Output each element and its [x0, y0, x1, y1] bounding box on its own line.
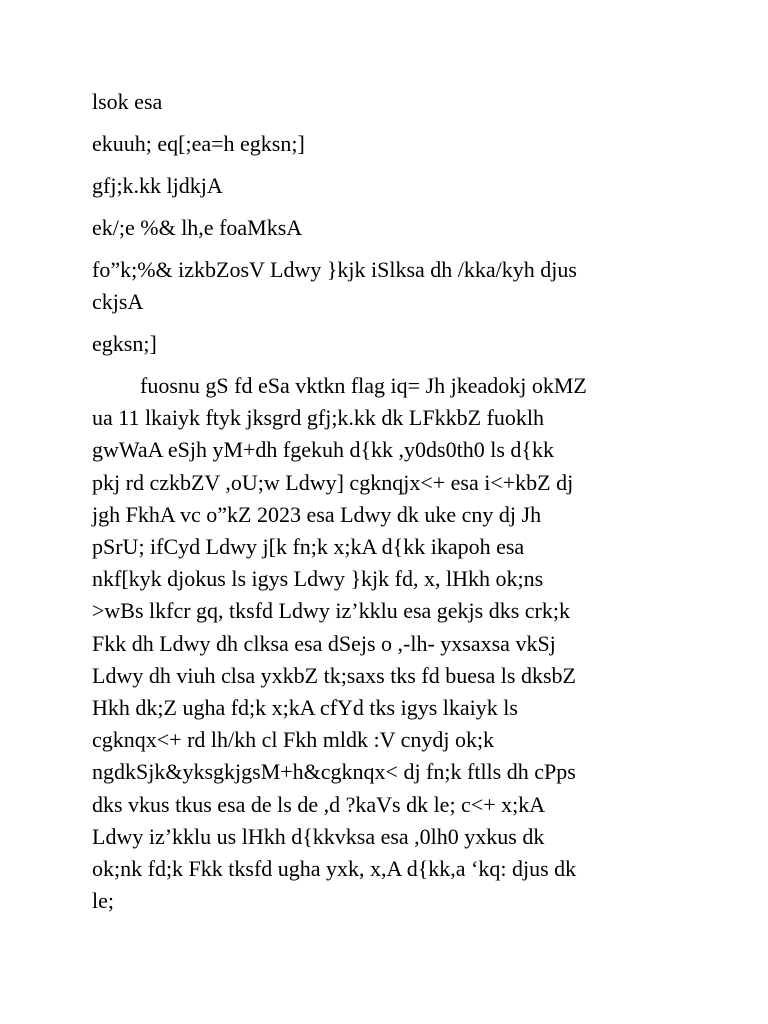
body-line: pkj rd czkbZV ,oU;w Ldwy] cgknqjx<+ esa i<+kbZ dj [92, 469, 574, 495]
subject-block [92, 254, 672, 318]
body-line: jgh FkhA vc o”kZ 2023 esa Ldwy dk uke cny dj Jh [92, 501, 542, 527]
body-line: le; [92, 888, 114, 914]
body-line: ok;nk fd;k Fkk tksfd ugha yxk, x,A d{kk,a ‘kq: djus dk [92, 856, 577, 882]
body-line: >wBs lkfcr gq, tksfd Ldwy iz’kklu esa gekjs dks crk;k [92, 598, 570, 624]
via-line: ek/;e %& lh,e foaMksA [92, 215, 303, 240]
body-line: nkf[kyk djokus ls igys Ldwy }kjk fd, x, lHkh ok;ns [92, 566, 544, 592]
addressee-line-1: lsok esa [92, 89, 163, 114]
body-line: gwWaA eSjh yM+dh fgekuh d{kk ,y0ds0th0 ls d{kk [92, 437, 554, 463]
body-line: cgknqx<+ rd lh/kh cl Fkh mldk :V cnydj ok;k [92, 727, 495, 753]
body-line: Ldwy dh viuh clsa yxkbZ tk;saxs tks fd buesa ls dksbZ [92, 662, 576, 688]
body-line: Ldwy iz’kklu us lHkh d{kkvksa esa ,0lh0 yxkus dk [92, 823, 545, 849]
body-line: Fkk dh Ldwy dh clksa esa dSejs o ,-lh- yxsaxsa vkSj [92, 630, 556, 656]
salutation: egksn;] [92, 331, 157, 356]
body-line: pSrU; ifCyd Ldwy j[k fn;k x;kA d{kk ikapoh esa [92, 534, 525, 560]
body-line: ngdkSjk&yksgkjgsM+h&cgknqx< dj fn;k ftlls dh cPps [92, 759, 576, 785]
addressee-line-3: gfj;k.kk ljdkjA [92, 173, 223, 198]
addressee-line-2: ekuuh; eq[;ea=h egksn;] [92, 131, 305, 156]
subject-line-2: ckjsA [92, 289, 144, 314]
subject-line-1: fo”k;%& izkbZosV Ldwy }kjk iSlksa dh /kka/kyh djus [92, 257, 577, 282]
letter-page [92, 86, 672, 917]
body-paragraph [92, 370, 672, 917]
body-line: fuosnu gS fd eSa vktkn flag iq= Jh jkeadokj okMZ [140, 373, 587, 398]
body-line: dks vkus tkus esa de ls de ,d ?kaVs dk le; c<+ x;kA [92, 791, 546, 817]
body-line: ua 11 lkaiyk ftyk jksgrd gfj;k.kk dk LFkkbZ fuoklh [92, 405, 544, 431]
body-line: Hkh dk;Z ugha fd;k x;kA cfYd tks igys lkaiyk ls [92, 695, 518, 721]
